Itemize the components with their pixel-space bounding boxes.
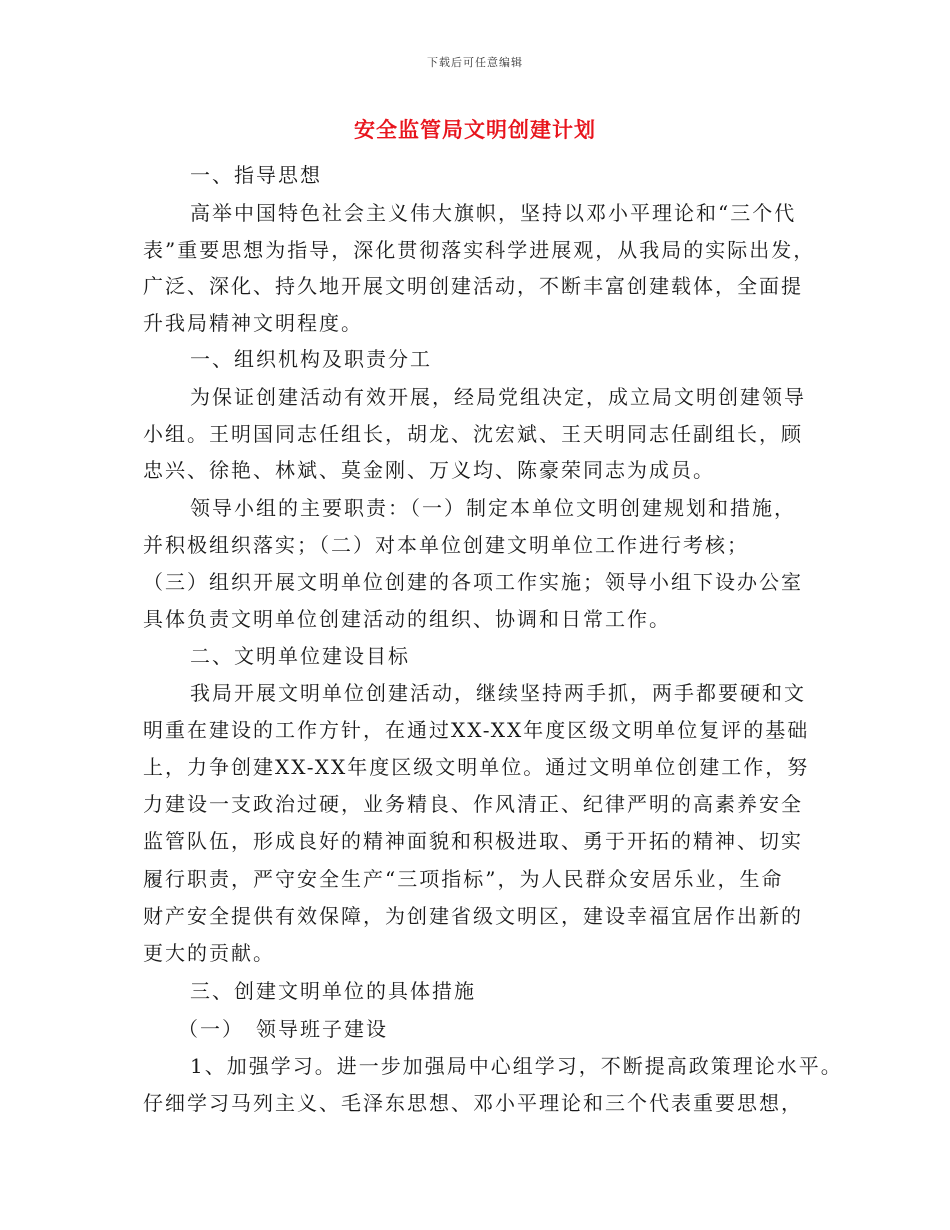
paragraph-line: 并积极组织落实；（二）对本单位创建文明单位工作进行考核； [143,533,749,557]
paragraph-line: 1、加强学习。进一步加强局中心组学习，不断提高政策理论水平。 [190,1054,843,1078]
document-title: 安全监管局文明创建计划 [354,117,596,142]
header-note: 下载后可任意编辑 [427,56,523,69]
paragraph-line: 明重在建设的工作方针，在通过XX-XX年度区级文明单位复评的基础 [143,718,810,742]
paragraph-line: 更大的贡献。 [143,941,275,965]
paragraph-line: 为保证创建活动有效开展，经局党组决定，成立局文明创建领导 [190,385,806,409]
paragraph-line: 上，力争创建XX-XX年度区级文明单位。通过文明单位创建工作，努 [143,755,810,779]
paragraph-line: 我局开展文明单位创建活动，继续坚持两手抓，两手都要硬和文 [190,681,806,705]
paragraph-line: 力建设一支政治过硬，业务精良、作风清正、纪律严明的高素养安全 [143,792,803,816]
paragraph-line: 具体负责文明单位创建活动的组织、协调和日常工作。 [143,607,671,631]
paragraph-line: 领导小组的主要职责：（一）制定本单位文明创建规划和措施， [190,496,796,520]
paragraph-line: 监管队伍，形成良好的精神面貌和积极进取、勇于开拓的精神、切实 [143,829,803,853]
paragraph-line: 表”重要思想为指导，深化贯彻落实科学进展观，从我局的实际出发， [143,238,816,262]
heading-goals: 二、文明单位建设目标 [190,644,410,668]
paragraph-line: 高举中国特色社会主义伟大旗帜，坚持以邓小平理论和“三个代 [190,201,797,225]
paragraph-line: 广泛、深化、持久地开展文明创建活动，不断丰富创建载体，全面提 [143,274,803,298]
paragraph-line: 财产安全提供有效保障，为创建省级文明区，建设幸福宜居作出新的 [143,904,803,928]
paragraph-line: 履行职责，严守安全生产“三项指标”，为人民群众安居乐业，生命 [143,867,784,891]
heading-measures: 三、创建文明单位的具体措施 [190,979,476,1003]
paragraph-line: （三）组织开展文明单位创建的各项工作实施；领导小组下设办公室 [143,570,803,594]
heading-guiding-thought: 一、指导思想 [190,163,322,187]
paragraph-line: 仔细学习马列主义、毛泽东思想、邓小平理论和三个代表重要思想， [143,1091,803,1115]
paragraph-line: 小组。王明国同志任组长，胡龙、沈宏斌、王天明同志任副组长，顾 [143,422,803,446]
paragraph-line: 忠兴、徐艳、林斌、莫金刚、万义均、陈豪荣同志为成员。 [143,458,715,482]
paragraph-line: 升我局精神文明程度。 [143,311,363,335]
subheading-leadership: （一） 领导班子建设 [178,1017,388,1041]
heading-organization: 一、组织机构及职责分工 [190,347,432,371]
